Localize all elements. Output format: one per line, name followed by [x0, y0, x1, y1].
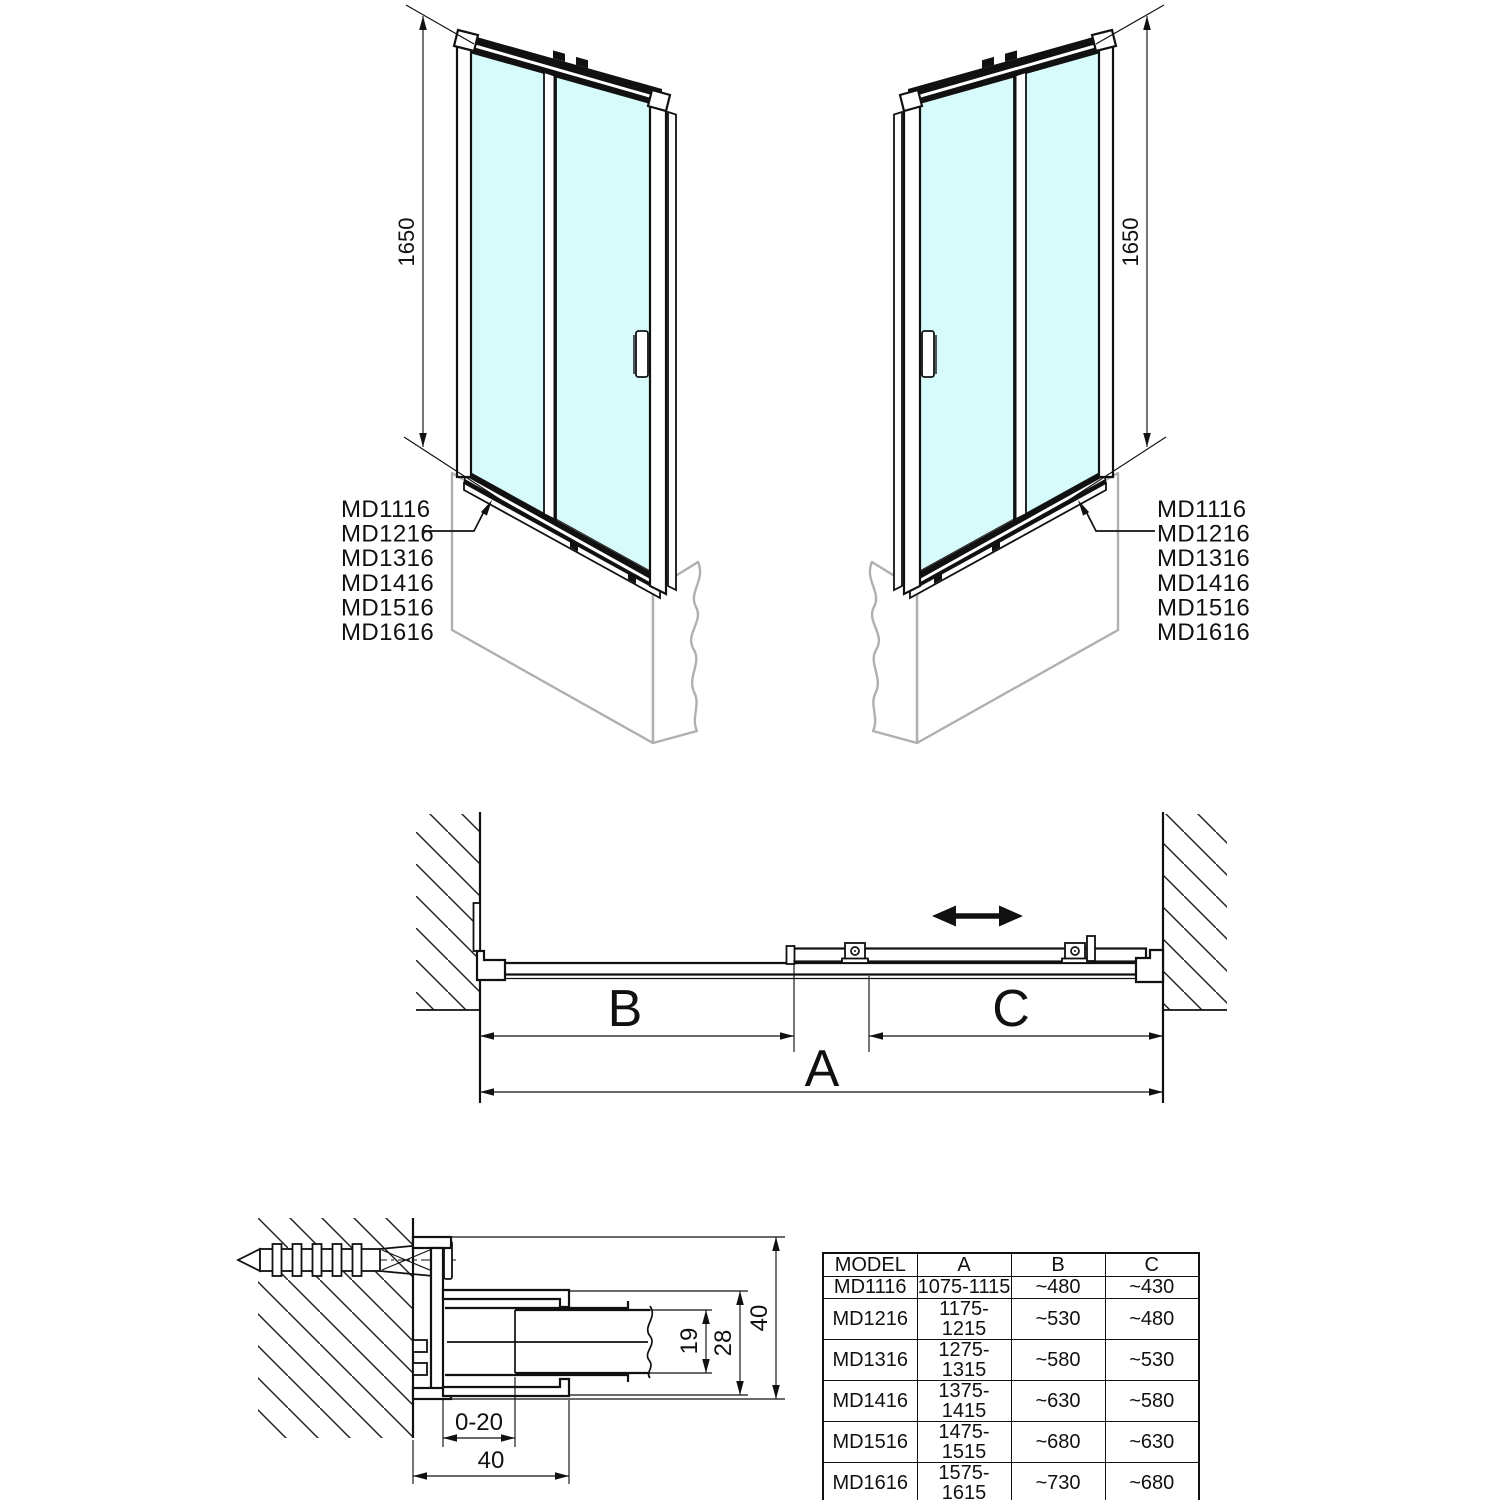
table-row: [823, 1340, 1199, 1381]
table-cell-model: MD1216: [823, 1299, 917, 1340]
left-elevation-view: [341, 5, 700, 743]
model-label: MD1416: [341, 569, 435, 597]
model-label: MD1216: [1157, 520, 1251, 548]
roller-left: [842, 943, 868, 963]
table-cell: ~480: [1105, 1299, 1199, 1340]
model-label: MD1516: [1157, 594, 1251, 622]
table-cell: 1575-1615: [917, 1463, 1011, 1500]
table-cell-model: MD1116: [823, 1276, 917, 1299]
table-cell-model: MD1316: [823, 1340, 917, 1381]
model-label: MD1316: [341, 545, 435, 573]
size-table: [822, 1252, 1200, 1500]
table-header-model: MODEL: [823, 1253, 917, 1276]
table-cell-model: MD1616: [823, 1463, 917, 1500]
table-header-row: [823, 1253, 1199, 1276]
table-cell-model: MD1416: [823, 1381, 917, 1422]
table-row: [823, 1463, 1199, 1500]
wall-hatch-right: [1163, 812, 1227, 1103]
table-header-c: C: [1105, 1253, 1199, 1276]
table-cell-model: MD1516: [823, 1422, 917, 1463]
model-label: MD1416: [1157, 569, 1251, 597]
model-label: MD1616: [1157, 619, 1251, 646]
table-cell: ~430: [1105, 1276, 1199, 1299]
table-cell: 1375-1415: [917, 1381, 1011, 1422]
table-cell: ~530: [1105, 1340, 1199, 1381]
break-line: [647, 1306, 652, 1378]
dim-c-label: C: [992, 980, 1030, 1038]
table-cell: 1075-1115: [917, 1276, 1011, 1299]
bottom-rail-plan: [505, 963, 1146, 979]
table-header-a: A: [917, 1253, 1011, 1276]
table-cell: ~580: [1011, 1340, 1105, 1381]
table-cell: ~630: [1105, 1422, 1199, 1463]
model-label: MD1316: [1157, 545, 1251, 573]
height-dim-label-left: 1650: [394, 217, 419, 267]
wall-hatch-left: [416, 812, 480, 1103]
table-row: [823, 1276, 1199, 1299]
table-cell: ~580: [1105, 1381, 1199, 1422]
table-row: [823, 1422, 1199, 1463]
wall-bracket-left: [477, 951, 505, 980]
table-cell: 1475-1515: [917, 1422, 1011, 1463]
roller-right: [1062, 943, 1088, 963]
dim-40h-label: 40: [477, 1447, 505, 1474]
height-dim-label-right: 1650: [1118, 217, 1143, 267]
wall-profile-detail: [237, 1218, 785, 1484]
table-cell: ~730: [1011, 1463, 1105, 1500]
table-cell: ~680: [1105, 1463, 1199, 1500]
model-label: MD1516: [341, 594, 435, 622]
model-label: MD1116: [341, 496, 431, 523]
size-table-container: [822, 1252, 1200, 1500]
sliding-panel-plan: [787, 936, 1147, 964]
table-row: [823, 1299, 1199, 1340]
table-header-b: B: [1011, 1253, 1105, 1276]
table-cell: 1275-1315: [917, 1340, 1011, 1381]
plan-dimensions: [480, 960, 1163, 1098]
wall-profile-plan: [474, 903, 481, 951]
table-row: [823, 1381, 1199, 1422]
dim-40v-label: 40: [746, 1304, 773, 1332]
plan-view: [416, 812, 1227, 1103]
table-cell: ~680: [1011, 1422, 1105, 1463]
slide-direction-arrow: [932, 906, 1023, 927]
dim-b-label: B: [607, 980, 643, 1038]
glass-panel-section: [447, 1306, 652, 1378]
dim-a-label: A: [804, 1040, 840, 1098]
dim-28-label: 28: [710, 1329, 737, 1357]
table-cell: ~530: [1011, 1299, 1105, 1340]
model-label: MD1216: [341, 520, 435, 548]
model-label: MD1616: [341, 619, 435, 646]
table-cell: ~630: [1011, 1381, 1105, 1422]
table-cell: ~480: [1011, 1276, 1105, 1299]
model-label: MD1116: [1157, 496, 1247, 523]
handle-knob-plan: [1087, 936, 1095, 961]
dim-19-label: 19: [676, 1327, 703, 1355]
right-elevation-view: [870, 5, 1250, 743]
table-cell: 1175-1215: [917, 1299, 1011, 1340]
dim-adjust-label: 0-20: [454, 1409, 504, 1436]
detail-dimensions: [413, 1237, 785, 1484]
